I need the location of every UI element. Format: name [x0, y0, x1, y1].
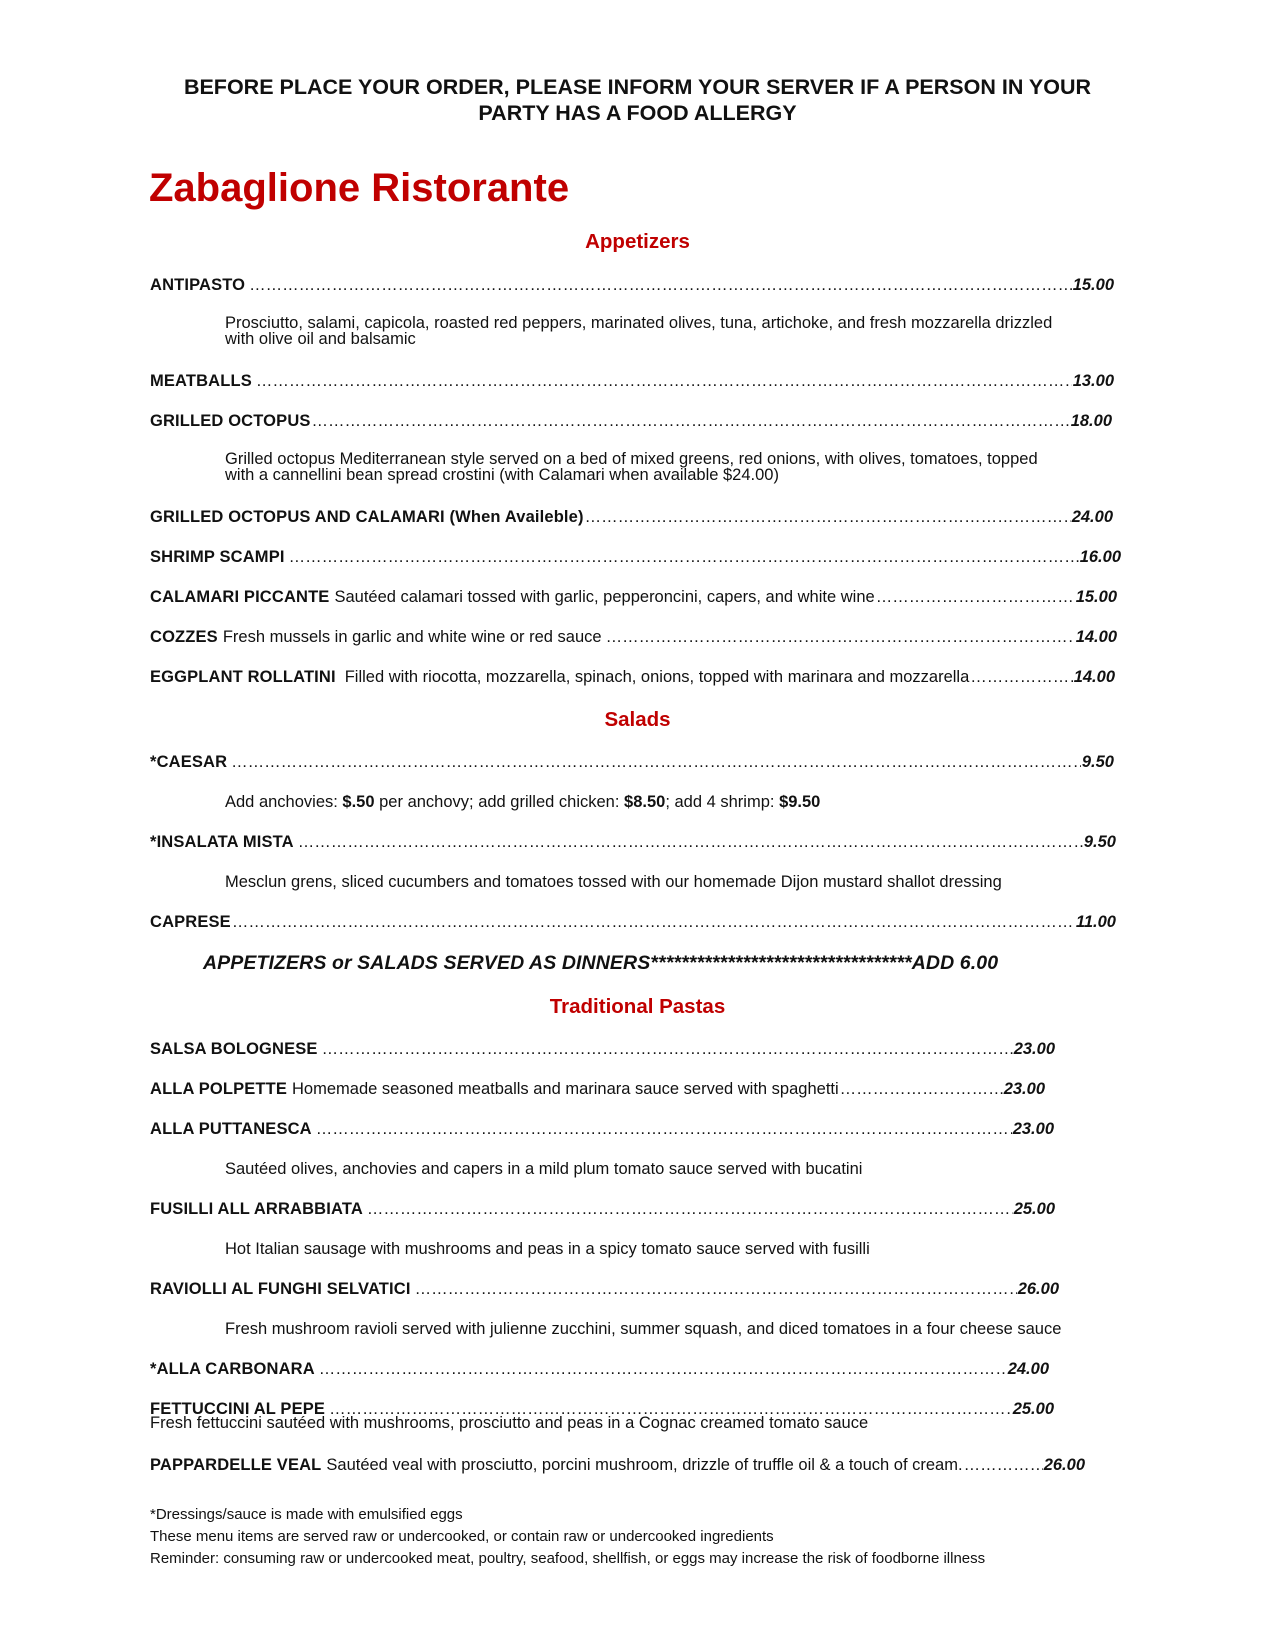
allergy-notice-line-1: BEFORE PLACE YOUR ORDER, PLEASE INFORM YOUR SERVER IF A PERSON IN YOUR [183, 75, 1092, 99]
addon-price-chicken: $8.50 [624, 793, 666, 811]
menu-item-pappardelle-veal [150, 1455, 1085, 1475]
dot-leader [316, 1119, 1012, 1139]
addon-price-anchovy: $.50 [342, 793, 375, 811]
item-name: *ALLA CARBONARA [150, 1360, 315, 1378]
item-price: 16.00 [1079, 548, 1121, 566]
menu-item-ravioli-funghi [150, 1279, 1059, 1299]
item-description: Sautéed veal with prosciutto, porcini mushroom, drizzle of truffle oil & a touch of cream. [326, 1456, 963, 1474]
caesar-addons [225, 792, 820, 812]
section-heading-traditional-pastas: Traditional Pastas [549, 995, 726, 1018]
item-description: Filled with riocotta, mozzarella, spinach, onions, topped with marinara and mozzarella [344, 668, 970, 686]
item-name: GRILLED OCTOPUS AND CALAMARI (When Availeble) [150, 508, 584, 526]
dot-leader [322, 1039, 1013, 1059]
dot-leader [367, 1199, 1013, 1219]
item-price: 14.00 [1075, 628, 1117, 646]
item-name: PAPPARDELLE VEAL [150, 1456, 322, 1474]
dot-leader [232, 912, 1075, 932]
footnote-raw-items: These menu items are served raw or undercooked, or contain raw or undercooked ingredients [150, 1528, 774, 1545]
menu-item-fusilli-arrabbiata [150, 1199, 1055, 1219]
item-name: COZZES [150, 628, 218, 646]
section-heading-salads: Salads [604, 708, 671, 731]
item-description-fettuccini: Fresh fettuccini sautéed with mushrooms, prosciutto and peas in a Cognac creamed tomato sauce [150, 1414, 869, 1432]
item-name: FETTUCCINI AL PEPE [150, 1400, 326, 1418]
item-price: 15.00 [1075, 588, 1117, 606]
dot-leader [606, 627, 1075, 647]
item-price: 25.00 [1012, 1400, 1054, 1418]
menu-item-shrimp-scampi [150, 547, 1121, 567]
item-name: *CAESAR [150, 753, 228, 771]
menu-item-octopus-and-calamari [150, 507, 1113, 527]
item-description-antipasto-line-2: with olive oil and balsamic [225, 330, 416, 348]
item-name: MEATBALLS [150, 372, 252, 390]
item-price: 18.00 [1070, 412, 1112, 430]
item-price: 23.00 [1012, 1120, 1054, 1138]
menu-item-salsa-bolognese [150, 1039, 1055, 1059]
menu-item-alla-polpette [150, 1079, 1045, 1099]
item-name: SHRIMP SCAMPI [150, 548, 285, 566]
item-description: Homemade seasoned meatballs and marinara sauce served with spaghetti [292, 1080, 839, 1098]
item-description: Sautéed calamari tossed with garlic, pepperoncini, capers, and white wine [334, 588, 875, 606]
menu-item-grilled-octopus [150, 411, 1112, 431]
item-name: RAVIOLLI AL FUNGHI SELVATICI [150, 1280, 411, 1298]
item-price: 26.00 [1043, 1456, 1085, 1474]
dot-leader [312, 411, 1070, 431]
dot-leader [415, 1279, 1017, 1299]
item-name: *INSALATA MISTA [150, 833, 294, 851]
item-price: 24.00 [1071, 508, 1113, 526]
item-price: 23.00 [1003, 1080, 1045, 1098]
footnote-reminder: Reminder: consuming raw or undercooked meat, poultry, seafood, shellfish, or eggs may increase the risk of foodborne illness [150, 1550, 986, 1567]
item-description-ravioli: Fresh mushroom ravioli served with julienne zucchini, summer squash, and diced tomatoes in a four cheese sauce [225, 1320, 1062, 1338]
menu-item-cozzes [150, 627, 1117, 647]
addon-text-anchovies: Add anchovies: [225, 793, 343, 811]
dot-leader [970, 667, 1072, 687]
item-price: 14.00 [1073, 668, 1115, 686]
item-name: GRILLED OCTOPUS [150, 412, 311, 430]
allergy-notice-line-2: PARTY HAS A FOOD ALLERGY [478, 101, 797, 125]
menu-item-alla-puttanesca [150, 1119, 1054, 1139]
restaurant-name: Zabaglione Ristorante [149, 166, 570, 210]
menu-item-alla-carbonara [150, 1359, 1049, 1379]
item-price: 9.50 [1081, 753, 1114, 771]
item-description-octopus-line-1: Grilled octopus Mediterranean style served on a bed of mixed greens, red onions, with olives, tomatoes, topped [225, 450, 1038, 468]
item-price: 24.00 [1007, 1360, 1049, 1378]
addon-text-shrimp: ; add 4 shrimp: [665, 793, 780, 811]
item-description-octopus-line-2: with a cannellini bean spread crostini (with Calamari when available $24.00) [225, 466, 779, 484]
dot-leader [231, 752, 1081, 772]
menu-item-antipasto [150, 275, 1114, 295]
item-price: 11.00 [1075, 913, 1116, 931]
menu-item-insalata-mista [150, 832, 1116, 852]
item-price: 25.00 [1013, 1200, 1055, 1218]
dot-leader [964, 1455, 1043, 1475]
dot-leader [249, 275, 1072, 295]
item-description-antipasto-line-1: Prosciutto, salami, capicola, roasted red peppers, marinated olives, tuna, artichoke, and fresh mozzarella drizzled [225, 314, 1053, 332]
dot-leader [256, 371, 1072, 391]
dot-leader [840, 1079, 1003, 1099]
item-description-arrabbiata: Hot Italian sausage with mushrooms and peas in a spicy tomato sauce served with fusilli [225, 1240, 870, 1258]
addon-price-shrimp: $9.50 [779, 793, 821, 811]
item-price: 26.00 [1017, 1280, 1059, 1298]
addon-text-chicken: per anchovy; add grilled chicken: [374, 793, 625, 811]
dot-leader [289, 547, 1079, 567]
menu-item-eggplant-rollatini [150, 667, 1115, 687]
dinner-upcharge-note: APPETIZERS or SALADS SERVED AS DINNERS**********************************ADD 6.00 [203, 952, 999, 974]
item-name: EGGPLANT ROLLATINI [150, 668, 336, 686]
item-name: CALAMARI PICCANTE [150, 588, 330, 606]
item-name: ALLA POLPETTE [150, 1080, 288, 1098]
item-name: CAPRESE [150, 913, 231, 931]
item-description-insalata-mista: Mesclun grens, sliced cucumbers and tomatoes tossed with our homemade Dijon mustard shallot dressing [225, 873, 1002, 891]
menu-item-calamari-piccante [150, 587, 1117, 607]
item-name: ALLA PUTTANESCA [150, 1120, 312, 1138]
dot-leader [298, 832, 1083, 852]
item-price: 23.00 [1013, 1040, 1055, 1058]
item-description-puttanesca: Sautéed olives, anchovies and capers in a mild plum tomato sauce served with bucatini [225, 1160, 863, 1178]
section-heading-appetizers: Appetizers [585, 230, 690, 253]
item-description: Fresh mussels in garlic and white wine or red sauce [222, 628, 602, 646]
item-price: 9.50 [1083, 833, 1116, 851]
item-price: 13.00 [1072, 372, 1114, 390]
item-name: SALSA BOLOGNESE [150, 1040, 318, 1058]
menu-item-caprese [150, 912, 1116, 932]
footnote-eggs: *Dressings/sauce is made with emulsified eggs [150, 1506, 463, 1523]
dot-leader [876, 587, 1075, 607]
dot-leader [585, 507, 1071, 527]
item-name: ANTIPASTO [150, 276, 246, 294]
menu-item-caesar [150, 752, 1114, 772]
menu-item-meatballs [150, 371, 1114, 391]
dot-leader [319, 1359, 1007, 1379]
item-price: 15.00 [1072, 276, 1114, 294]
item-name: FUSILLI ALL ARRABBIATA [150, 1200, 363, 1218]
